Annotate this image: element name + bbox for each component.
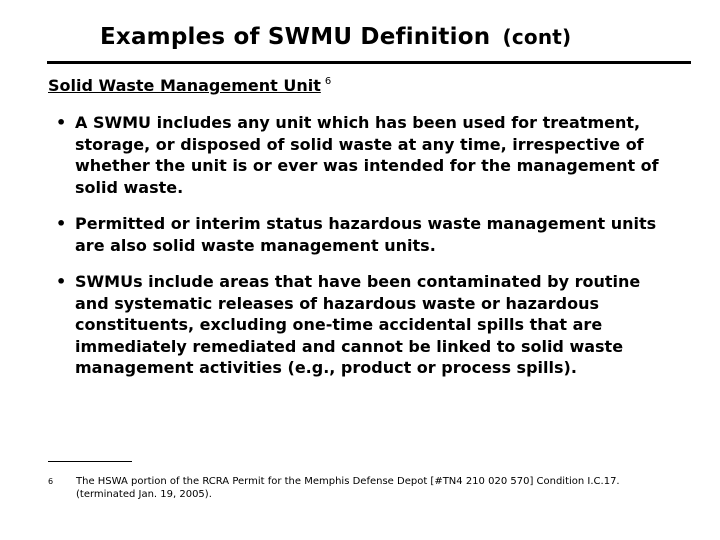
bullet-dot-icon: • [56, 214, 67, 233]
bullet-item [48, 112, 678, 198]
section-heading-text: Solid Waste Management Unit [48, 76, 321, 95]
bullet-list [48, 112, 678, 394]
bullet-text: Permitted or interim status hazardous waste management units are also solid waste management units. [75, 214, 657, 255]
footnote-divider [48, 461, 132, 462]
slide-title-main: Examples of SWMU Definition [100, 24, 491, 50]
bullet-item [48, 271, 678, 379]
footnote-marker: 6 [48, 477, 54, 486]
section-heading [48, 76, 331, 95]
slide-title [100, 24, 571, 50]
footnote-text: The HSWA portion of the RCRA Permit for the Memphis Defense Depot [#TN4 210 020 570] Condition I.C.17. (terminated Jan. 19, 2005). [76, 476, 620, 500]
bullet-item [48, 213, 678, 256]
title-divider [47, 61, 691, 64]
slide-title-suffix: (cont) [502, 25, 572, 49]
bullet-text: A SWMU includes any unit which has been used for treatment, storage, or disposed of solid waste at any time, irrespective of whether the unit is or ever was intended for the management of solid waste. [75, 113, 659, 197]
bullet-text: SWMUs include areas that have been contaminated by routine and systematic releases of hazardous waste or hazardous constituents, excluding one-time accidental spills that are immediately remediated and cannot be linked to solid waste management activities (e.g., product or process spills). [75, 272, 641, 377]
footnote [48, 475, 678, 501]
bullet-dot-icon: • [56, 113, 67, 132]
footnote-reference: 6 [324, 76, 332, 87]
bullet-dot-icon: • [56, 272, 67, 291]
